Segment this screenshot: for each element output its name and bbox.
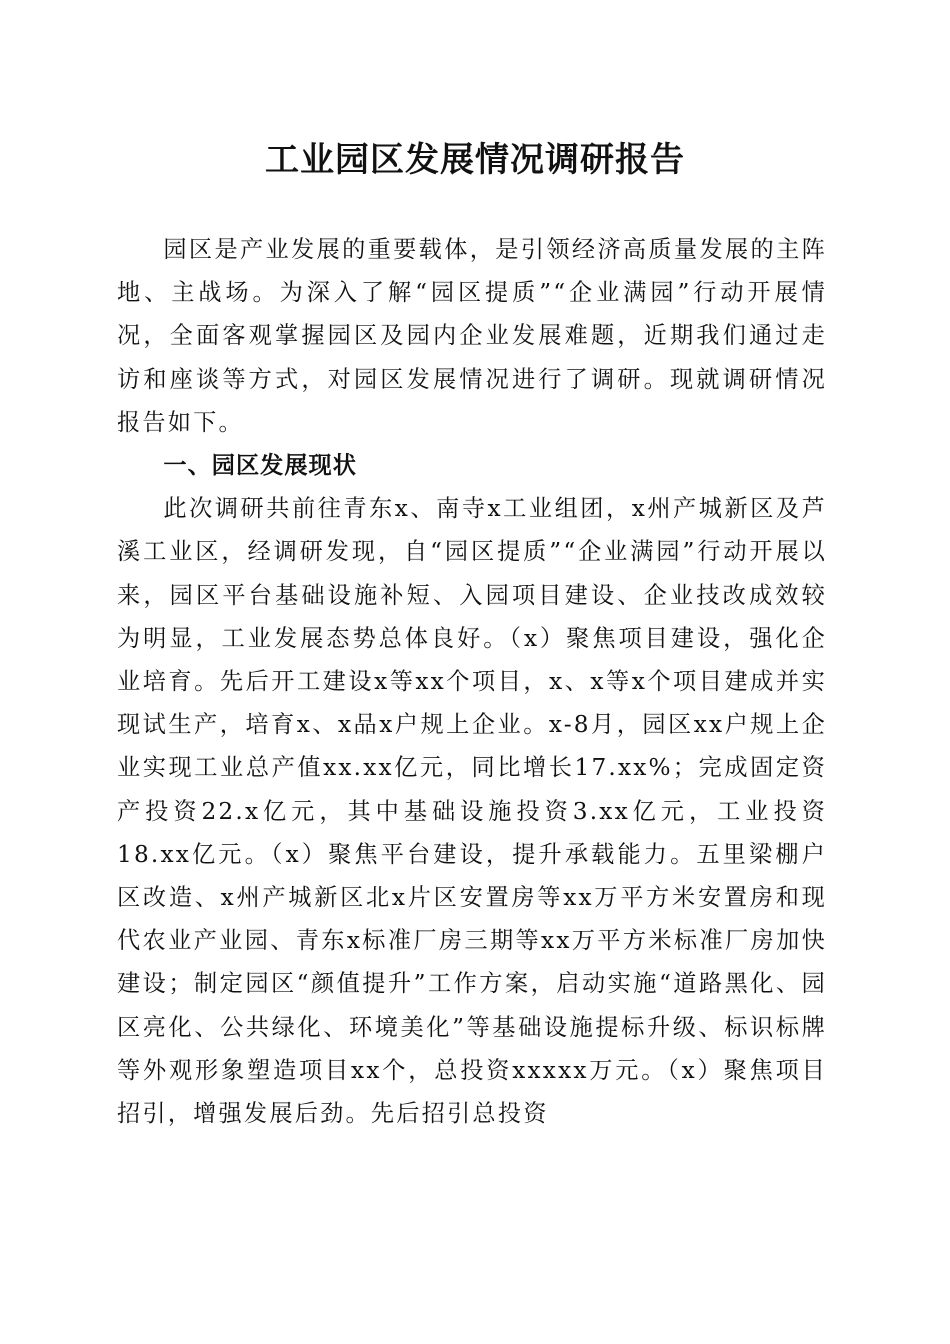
- intro-paragraph: 园区是产业发展的重要载体，是引领经济高质量发展的主阵地、主战场。为深入了解“园区提质”“企业满园”行动开展情况，全面客观掌握园区及园内企业发展难题，近期我们通过走访和座谈等方式，对园区发展情况进行了调研。现就调研情况报告如下。: [117, 236, 827, 436]
- section-paragraph: 此次调研共前往青东x、南寺x工业组团，x州产城新区及芦溪工业区，经调研发现，自“园区提质”“企业满园”行动开展以来，园区平台基础设施补短、入园项目建设、企业技改成效较为明显，工业发展态势总体良好。（x）聚焦项目建设，强化企业培育。先后开工建设x等xx个项目，x、x等x个项目建成并实现试生产，培育x、x品x户规上企业。x-8月，园区xx户规上企业实现工业总产值xx.xx亿元，同比增长17.xx%；完成固定资产投资22.x亿元，其中基础设施投资3.xx亿元，工业投资18.xx亿元。（x）聚焦平台建设，提升承载能力。五里梁棚户区改造、x州产城新区北x片区安置房等xx万平方米安置房和现代农业产业园、青东x标准厂房三期等xx万平方米标准厂房加快建设；制定园区“颜值提升”工作方案，启动实施“道路黑化、园区亮化、公共绿化、环境美化”等基础设施提标升级、标识标牌等外观形象塑造项目xx个，总投资xxxxx万元。（x）聚焦项目招引，增强发展后劲。先后招引总投资: [117, 495, 827, 1128]
- document-body: [117, 228, 827, 1135]
- section-heading: 一、园区发展现状: [163, 452, 357, 480]
- document-title: 工业园区发展情况调研报告: [265, 140, 685, 180]
